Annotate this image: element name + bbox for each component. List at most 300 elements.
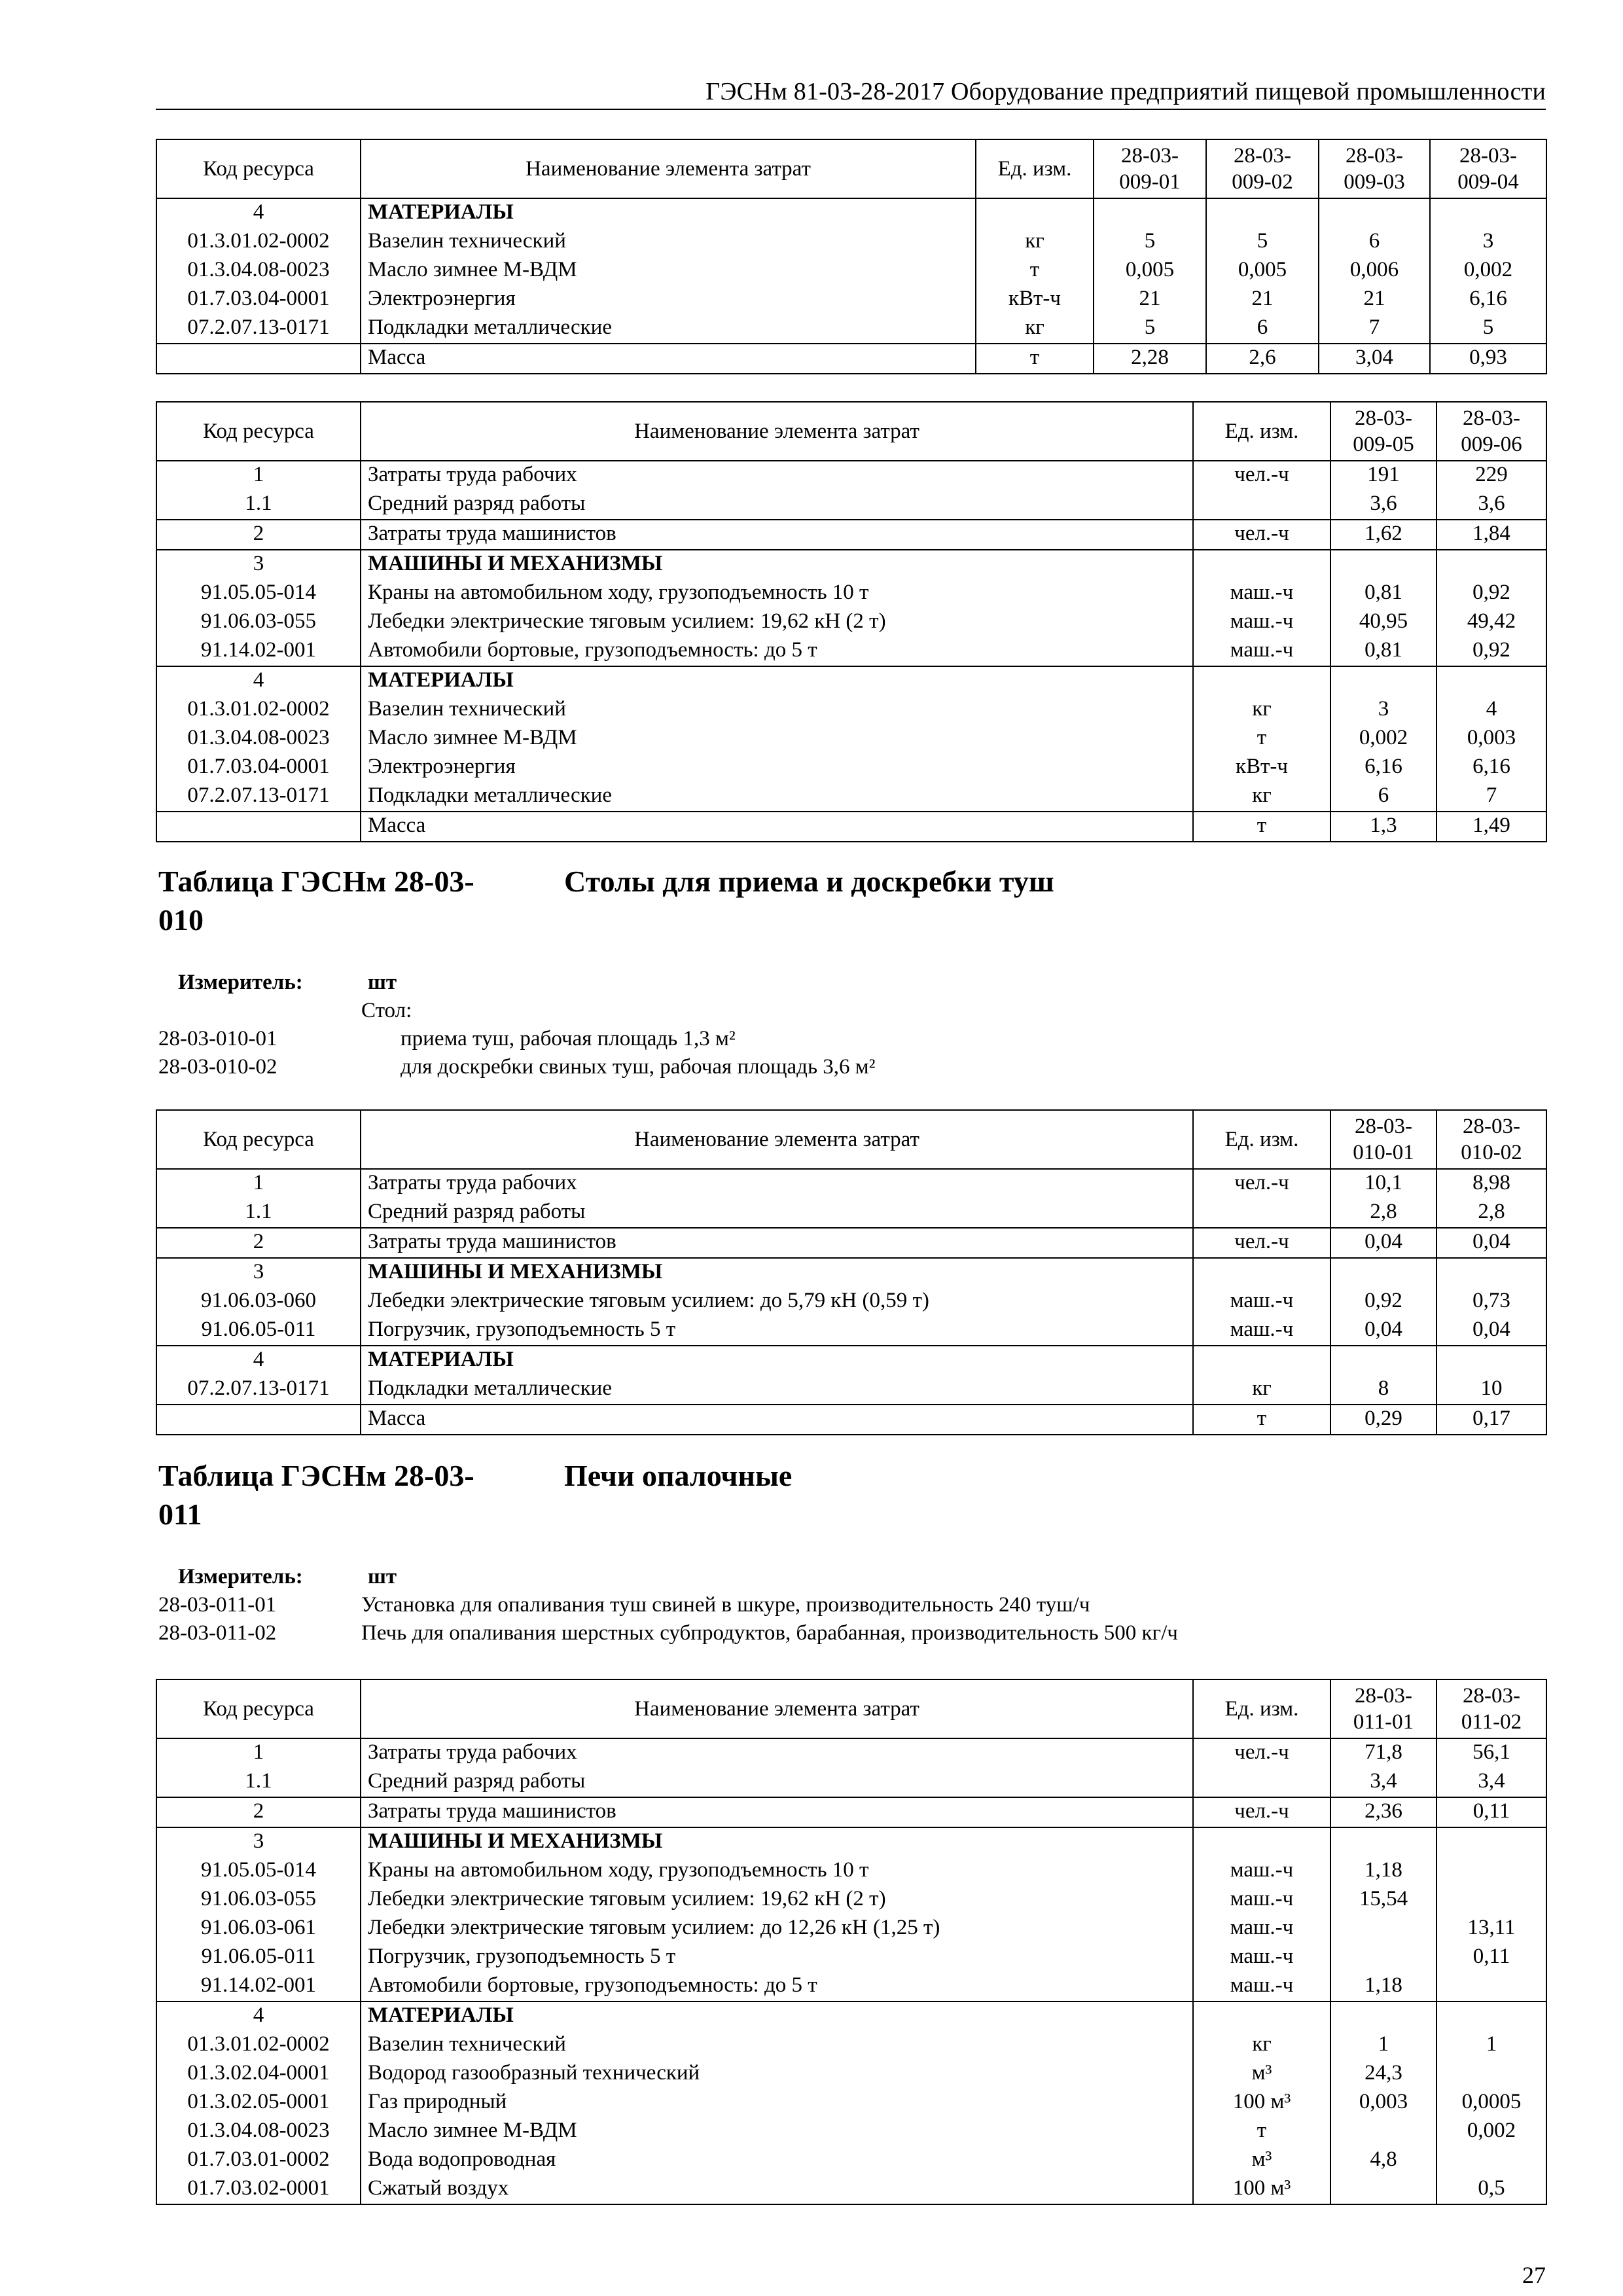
value-cell bbox=[1436, 1346, 1546, 1375]
item-description: для доскребки свиных туш, рабочая площадь 3,6 м² bbox=[401, 1055, 876, 1079]
cost-element-name: Подкладки металлические bbox=[361, 782, 1193, 812]
resource-code: 01.3.04.08-0023 bbox=[156, 257, 361, 285]
cost-element-name: Масса bbox=[361, 344, 976, 374]
measurement-block-010 bbox=[158, 969, 876, 1081]
page-number: 27 bbox=[1522, 2262, 1546, 2288]
resource-code: 1 bbox=[156, 1169, 361, 1198]
value-cell bbox=[1330, 1258, 1436, 1287]
table-row bbox=[156, 1198, 1546, 1228]
unit-cell: кг bbox=[1193, 696, 1330, 725]
value-cell: 0,11 bbox=[1436, 1797, 1546, 1827]
table-row bbox=[156, 1346, 1546, 1375]
value-cell: 0,73 bbox=[1436, 1287, 1546, 1316]
resource-code: 1 bbox=[156, 461, 361, 490]
resource-code bbox=[156, 1405, 361, 1435]
value-cell: 1,18 bbox=[1330, 1972, 1436, 2001]
table-row bbox=[156, 1827, 1546, 1857]
value-cell: 15,54 bbox=[1330, 1886, 1436, 1914]
column-header: 28-03- 011-01 bbox=[1330, 1679, 1436, 1738]
cost-element-name: Автомобили бортовые, грузоподъемность: до 5 т bbox=[361, 1972, 1193, 2001]
header-rule bbox=[156, 109, 1546, 110]
unit-cell: маш.-ч bbox=[1193, 1972, 1330, 2001]
resource-code: 3 bbox=[156, 1827, 361, 1857]
value-cell: 0,5 bbox=[1436, 2175, 1546, 2204]
unit-cell: м³ bbox=[1193, 2146, 1330, 2175]
unit-cell: чел.-ч bbox=[1193, 461, 1330, 490]
cost-element-name: Краны на автомобильном ходу, грузоподъемность 10 т bbox=[361, 1857, 1193, 1886]
value-cell: 0,81 bbox=[1330, 579, 1436, 608]
value-cell: 0,04 bbox=[1330, 1316, 1436, 1346]
value-cell: 71,8 bbox=[1330, 1738, 1436, 1768]
value-cell bbox=[1330, 666, 1436, 696]
cost-element-name: Сжатый воздух bbox=[361, 2175, 1193, 2204]
cost-element-name: Электроэнергия bbox=[361, 753, 1193, 782]
resource-code: 2 bbox=[156, 1228, 361, 1258]
cost-element-name: МАТЕРИАЛЫ bbox=[361, 2001, 1193, 2031]
table-row bbox=[156, 696, 1546, 725]
item-code: 28-03-011-01 bbox=[158, 1593, 277, 1617]
value-cell: 0,003 bbox=[1436, 725, 1546, 753]
resource-code: 01.3.04.08-0023 bbox=[156, 2117, 361, 2146]
table-row bbox=[156, 2031, 1546, 2060]
measurement-unit: шт bbox=[368, 1565, 397, 1588]
column-header: Наименование элемента затрат bbox=[361, 1110, 1193, 1169]
value-cell: 40,95 bbox=[1330, 608, 1436, 637]
value-cell bbox=[1436, 1886, 1546, 1914]
table-row bbox=[156, 285, 1546, 314]
table-row bbox=[156, 2060, 1546, 2089]
value-cell: 0,93 bbox=[1430, 344, 1546, 374]
unit-cell: чел.-ч bbox=[1193, 1169, 1330, 1198]
unit-cell: кг bbox=[1193, 1375, 1330, 1405]
resource-code: 01.7.03.01-0002 bbox=[156, 2146, 361, 2175]
value-cell bbox=[1436, 550, 1546, 579]
value-cell: 5 bbox=[1094, 228, 1206, 257]
value-cell: 0,17 bbox=[1436, 1405, 1546, 1435]
resource-code: 4 bbox=[156, 198, 361, 228]
item-description: Печь для опаливания шерстных субпродуктов, барабанная, производительность 500 кг/ч bbox=[361, 1621, 1178, 1645]
value-cell bbox=[1330, 2001, 1436, 2031]
unit-cell bbox=[1193, 1768, 1330, 1797]
resource-code: 01.3.01.02-0002 bbox=[156, 228, 361, 257]
cost-element-name: Затраты труда машинистов bbox=[361, 1797, 1193, 1827]
cost-element-name: Газ природный bbox=[361, 2089, 1193, 2117]
table-row bbox=[156, 1943, 1546, 1972]
resource-code: 91.06.05-011 bbox=[156, 1316, 361, 1346]
value-cell bbox=[1436, 1972, 1546, 2001]
column-header: Код ресурса bbox=[156, 402, 361, 461]
cost-element-name: Затраты труда рабочих bbox=[361, 1738, 1193, 1768]
unit-cell: маш.-ч bbox=[1193, 637, 1330, 666]
cost-element-name: МАТЕРИАЛЫ bbox=[361, 198, 976, 228]
table-row bbox=[156, 344, 1546, 374]
value-cell: 5 bbox=[1094, 314, 1206, 344]
value-cell: 0,005 bbox=[1094, 257, 1206, 285]
unit-cell: кг bbox=[1193, 2031, 1330, 2060]
value-cell: 0,002 bbox=[1330, 725, 1436, 753]
unit-cell: м³ bbox=[1193, 2060, 1330, 2089]
value-cell bbox=[1319, 198, 1430, 228]
unit-cell: маш.-ч bbox=[1193, 1943, 1330, 1972]
value-cell: 0,006 bbox=[1319, 257, 1430, 285]
value-cell: 6,16 bbox=[1330, 753, 1436, 782]
unit-cell: маш.-ч bbox=[1193, 1857, 1330, 1886]
table-row bbox=[156, 1375, 1546, 1405]
table-row bbox=[156, 782, 1546, 812]
unit-cell bbox=[1193, 1258, 1330, 1287]
table-row bbox=[156, 228, 1546, 257]
table-row bbox=[156, 637, 1546, 666]
cost-element-name: Погрузчик, грузоподъемность 5 т bbox=[361, 1316, 1193, 1346]
value-cell: 2,6 bbox=[1206, 344, 1319, 374]
resource-code: 07.2.07.13-0171 bbox=[156, 782, 361, 812]
value-cell: 0,002 bbox=[1430, 257, 1546, 285]
value-cell bbox=[1430, 198, 1546, 228]
resource-code: 07.2.07.13-0171 bbox=[156, 1375, 361, 1405]
value-cell bbox=[1206, 198, 1319, 228]
cost-element-name: Вода водопроводная bbox=[361, 2146, 1193, 2175]
table-row bbox=[156, 490, 1546, 520]
column-header: 28-03- 011-02 bbox=[1436, 1679, 1546, 1738]
unit-cell: кг bbox=[976, 228, 1094, 257]
unit-cell: маш.-ч bbox=[1193, 579, 1330, 608]
value-cell: 1,84 bbox=[1436, 520, 1546, 550]
table-row bbox=[156, 1287, 1546, 1316]
item-code: 28-03-010-02 bbox=[158, 1055, 277, 1079]
measurement-block-011 bbox=[158, 1563, 1178, 1647]
resource-code: 4 bbox=[156, 666, 361, 696]
cost-element-name: Средний разряд работы bbox=[361, 1768, 1193, 1797]
resource-code: 91.06.05-011 bbox=[156, 1943, 361, 1972]
column-header: Ед. изм. bbox=[1193, 1679, 1330, 1738]
item-description: Установка для опаливания туш свиней в шкуре, производительность 240 туш/ч bbox=[361, 1593, 1090, 1617]
resource-table-009-05-06 bbox=[156, 401, 1547, 842]
value-cell: 4,8 bbox=[1330, 2146, 1436, 2175]
unit-cell: маш.-ч bbox=[1193, 1287, 1330, 1316]
resource-code: 91.14.02-001 bbox=[156, 1972, 361, 2001]
value-cell: 1,62 bbox=[1330, 520, 1436, 550]
table-row bbox=[156, 753, 1546, 782]
table-row bbox=[156, 608, 1546, 637]
value-cell: 0,92 bbox=[1436, 637, 1546, 666]
resource-code bbox=[156, 344, 361, 374]
unit-cell: маш.-ч bbox=[1193, 1316, 1330, 1346]
value-cell: 5 bbox=[1430, 314, 1546, 344]
measurement-intro: Стол: bbox=[361, 999, 412, 1022]
resource-code: 01.7.03.02-0001 bbox=[156, 2175, 361, 2204]
value-cell: 3,4 bbox=[1436, 1768, 1546, 1797]
cost-element-name: Затраты труда рабочих bbox=[361, 1169, 1193, 1198]
unit-cell: кВт-ч bbox=[976, 285, 1094, 314]
column-header: Ед. изм. bbox=[1193, 1110, 1330, 1169]
column-header: 28-03- 010-01 bbox=[1330, 1110, 1436, 1169]
value-cell: 21 bbox=[1206, 285, 1319, 314]
unit-cell: т bbox=[1193, 1405, 1330, 1435]
resource-code: 01.3.01.02-0002 bbox=[156, 696, 361, 725]
resource-code: 91.06.03-060 bbox=[156, 1287, 361, 1316]
cost-element-name: МАШИНЫ И МЕХАНИЗМЫ bbox=[361, 550, 1193, 579]
value-cell: 7 bbox=[1319, 314, 1430, 344]
resource-table-011 bbox=[156, 1679, 1547, 2205]
value-cell: 0,29 bbox=[1330, 1405, 1436, 1435]
section-title-28-03-010 bbox=[158, 863, 1054, 940]
table-row bbox=[156, 1857, 1546, 1886]
value-cell bbox=[1330, 1943, 1436, 1972]
item-code: 28-03-011-02 bbox=[158, 1621, 277, 1645]
unit-cell: чел.-ч bbox=[1193, 1738, 1330, 1768]
value-cell bbox=[1330, 550, 1436, 579]
cost-element-name: Затраты труда рабочих bbox=[361, 461, 1193, 490]
resource-code: 91.06.03-055 bbox=[156, 608, 361, 637]
value-cell bbox=[1436, 2001, 1546, 2031]
unit-cell: чел.-ч bbox=[1193, 520, 1330, 550]
resource-code: 01.3.02.05-0001 bbox=[156, 2089, 361, 2117]
table-row bbox=[156, 461, 1546, 490]
section-title-28-03-011 bbox=[158, 1457, 792, 1534]
document-header-title: ГЭСНм 81-03-28-2017 Оборудование предприятий пищевой промышленности bbox=[705, 78, 1546, 105]
column-header: Код ресурса bbox=[156, 1679, 361, 1738]
table-header-row bbox=[156, 1110, 1546, 1169]
value-cell: 0,92 bbox=[1436, 579, 1546, 608]
table-row bbox=[156, 1797, 1546, 1827]
value-cell: 3 bbox=[1330, 696, 1436, 725]
table-row bbox=[156, 314, 1546, 344]
unit-cell bbox=[1193, 2001, 1330, 2031]
table-row bbox=[156, 1228, 1546, 1258]
value-cell: 3 bbox=[1430, 228, 1546, 257]
unit-cell: т bbox=[1193, 2117, 1330, 2146]
table-row bbox=[156, 725, 1546, 753]
value-cell bbox=[1436, 1258, 1546, 1287]
table-row bbox=[156, 2001, 1546, 2031]
cost-element-name: МАШИНЫ И МЕХАНИЗМЫ bbox=[361, 1827, 1193, 1857]
cost-element-name: Вазелин технический bbox=[361, 696, 1193, 725]
value-cell bbox=[1094, 198, 1206, 228]
resource-code: 1.1 bbox=[156, 1768, 361, 1797]
section-title-code: Таблица ГЭСНм 28-03- 010 bbox=[158, 865, 474, 937]
value-cell: 3,6 bbox=[1330, 490, 1436, 520]
value-cell: 13,11 bbox=[1436, 1914, 1546, 1943]
cost-element-name: Автомобили бортовые, грузоподъемность: до 5 т bbox=[361, 637, 1193, 666]
resource-code: 4 bbox=[156, 1346, 361, 1375]
column-header: 28-03- 009-05 bbox=[1330, 402, 1436, 461]
unit-cell: чел.-ч bbox=[1193, 1228, 1330, 1258]
cost-element-name: МАТЕРИАЛЫ bbox=[361, 1346, 1193, 1375]
unit-cell bbox=[976, 198, 1094, 228]
value-cell: 229 bbox=[1436, 461, 1546, 490]
value-cell: 1 bbox=[1436, 2031, 1546, 2060]
table-header-row bbox=[156, 139, 1546, 198]
value-cell: 0,0005 bbox=[1436, 2089, 1546, 2117]
value-cell: 3,4 bbox=[1330, 1768, 1436, 1797]
table-row bbox=[156, 550, 1546, 579]
column-header: Наименование элемента затрат bbox=[361, 402, 1193, 461]
value-cell: 1,18 bbox=[1330, 1857, 1436, 1886]
resource-code: 2 bbox=[156, 520, 361, 550]
table-row bbox=[156, 1914, 1546, 1943]
unit-cell: 100 м³ bbox=[1193, 2175, 1330, 2204]
cost-element-name: МАШИНЫ И МЕХАНИЗМЫ bbox=[361, 1258, 1193, 1287]
section-title-name: Столы для приема и доскребки туш bbox=[564, 865, 1054, 898]
cost-element-name: Средний разряд работы bbox=[361, 1198, 1193, 1228]
column-header: Наименование элемента затрат bbox=[361, 1679, 1193, 1738]
cost-element-name: Подкладки металлические bbox=[361, 314, 976, 344]
value-cell: 7 bbox=[1436, 782, 1546, 812]
resource-table-009-01-04 bbox=[156, 139, 1547, 374]
unit-cell bbox=[1193, 1198, 1330, 1228]
value-cell: 8 bbox=[1330, 1375, 1436, 1405]
value-cell: 0,81 bbox=[1330, 637, 1436, 666]
unit-cell: маш.-ч bbox=[1193, 608, 1330, 637]
value-cell bbox=[1330, 2175, 1436, 2204]
table-row bbox=[156, 2089, 1546, 2117]
table-row bbox=[156, 257, 1546, 285]
table-row bbox=[156, 2117, 1546, 2146]
value-cell: 6 bbox=[1319, 228, 1430, 257]
cost-element-name: Масса bbox=[361, 812, 1193, 842]
value-cell: 191 bbox=[1330, 461, 1436, 490]
value-cell: 2,28 bbox=[1094, 344, 1206, 374]
cost-element-name: Краны на автомобильном ходу, грузоподъемность 10 т bbox=[361, 579, 1193, 608]
column-header: Код ресурса bbox=[156, 139, 361, 198]
table-row bbox=[156, 2146, 1546, 2175]
value-cell: 4 bbox=[1436, 696, 1546, 725]
unit-cell bbox=[1193, 550, 1330, 579]
value-cell: 2,36 bbox=[1330, 1797, 1436, 1827]
resource-code: 01.7.03.04-0001 bbox=[156, 753, 361, 782]
cost-element-name: Вазелин технический bbox=[361, 228, 976, 257]
unit-cell: 100 м³ bbox=[1193, 2089, 1330, 2117]
table-row bbox=[156, 1169, 1546, 1198]
value-cell: 3,04 bbox=[1319, 344, 1430, 374]
value-cell: 0,002 bbox=[1436, 2117, 1546, 2146]
column-header: 28-03- 009-06 bbox=[1436, 402, 1546, 461]
value-cell: 49,42 bbox=[1436, 608, 1546, 637]
table-row bbox=[156, 666, 1546, 696]
table-row bbox=[156, 2175, 1546, 2204]
value-cell: 6,16 bbox=[1436, 753, 1546, 782]
cost-element-name: Водород газообразный технический bbox=[361, 2060, 1193, 2089]
value-cell: 8,98 bbox=[1436, 1169, 1546, 1198]
value-cell bbox=[1436, 2060, 1546, 2089]
unit-cell: т bbox=[1193, 725, 1330, 753]
value-cell bbox=[1330, 1914, 1436, 1943]
unit-cell: кг bbox=[976, 314, 1094, 344]
table-row bbox=[156, 198, 1546, 228]
unit-cell: маш.-ч bbox=[1193, 1914, 1330, 1943]
cost-element-name: Масса bbox=[361, 1405, 1193, 1435]
resource-code: 91.14.02-001 bbox=[156, 637, 361, 666]
unit-cell: т bbox=[976, 257, 1094, 285]
value-cell: 1,49 bbox=[1436, 812, 1546, 842]
value-cell: 2,8 bbox=[1330, 1198, 1436, 1228]
value-cell bbox=[1330, 1827, 1436, 1857]
unit-cell bbox=[1193, 666, 1330, 696]
column-header: Ед. изм. bbox=[976, 139, 1094, 198]
value-cell: 5 bbox=[1206, 228, 1319, 257]
value-cell: 21 bbox=[1094, 285, 1206, 314]
resource-code: 3 bbox=[156, 1258, 361, 1287]
cost-element-name: МАТЕРИАЛЫ bbox=[361, 666, 1193, 696]
column-header: Наименование элемента затрат bbox=[361, 139, 976, 198]
table-header-row bbox=[156, 402, 1546, 461]
unit-cell bbox=[1193, 490, 1330, 520]
resource-code: 4 bbox=[156, 2001, 361, 2031]
resource-code: 91.05.05-014 bbox=[156, 579, 361, 608]
unit-cell: кВт-ч bbox=[1193, 753, 1330, 782]
cost-element-name: Затраты труда машинистов bbox=[361, 520, 1193, 550]
value-cell: 10 bbox=[1436, 1375, 1546, 1405]
value-cell: 1,3 bbox=[1330, 812, 1436, 842]
value-cell: 10,1 bbox=[1330, 1169, 1436, 1198]
resource-code: 1.1 bbox=[156, 490, 361, 520]
value-cell bbox=[1436, 666, 1546, 696]
value-cell: 0,92 bbox=[1330, 1287, 1436, 1316]
column-header: 28-03- 009-02 bbox=[1206, 139, 1319, 198]
column-header: 28-03- 009-03 bbox=[1319, 139, 1430, 198]
item-description: приема туш, рабочая площадь 1,3 м² bbox=[401, 1027, 736, 1050]
item-code: 28-03-010-01 bbox=[158, 1027, 277, 1050]
cost-element-name: Подкладки металлические bbox=[361, 1375, 1193, 1405]
value-cell: 56,1 bbox=[1436, 1738, 1546, 1768]
table-row bbox=[156, 579, 1546, 608]
unit-cell bbox=[1193, 1346, 1330, 1375]
table-row bbox=[156, 1972, 1546, 2001]
value-cell: 21 bbox=[1319, 285, 1430, 314]
cost-element-name: Масло зимнее М-ВДМ bbox=[361, 725, 1193, 753]
cost-element-name: Вазелин технический bbox=[361, 2031, 1193, 2060]
table-row bbox=[156, 1886, 1546, 1914]
table-row bbox=[156, 1738, 1546, 1768]
column-header: 28-03- 010-02 bbox=[1436, 1110, 1546, 1169]
table-row bbox=[156, 520, 1546, 550]
unit-cell: т bbox=[976, 344, 1094, 374]
value-cell: 1 bbox=[1330, 2031, 1436, 2060]
unit-cell: чел.-ч bbox=[1193, 1797, 1330, 1827]
table-row bbox=[156, 812, 1546, 842]
column-header: Код ресурса bbox=[156, 1110, 361, 1169]
value-cell: 3,6 bbox=[1436, 490, 1546, 520]
cost-element-name: Средний разряд работы bbox=[361, 490, 1193, 520]
resource-code: 01.3.02.04-0001 bbox=[156, 2060, 361, 2089]
cost-element-name: Лебедки электрические тяговым усилием: до 5,79 кН (0,59 т) bbox=[361, 1287, 1193, 1316]
unit-cell: кг bbox=[1193, 782, 1330, 812]
column-header: Ед. изм. bbox=[1193, 402, 1330, 461]
value-cell bbox=[1330, 2117, 1436, 2146]
column-header: 28-03- 009-04 bbox=[1430, 139, 1546, 198]
resource-code: 91.05.05-014 bbox=[156, 1857, 361, 1886]
section-title-name: Печи опалочные bbox=[564, 1459, 793, 1492]
unit-cell: т bbox=[1193, 812, 1330, 842]
unit-cell: маш.-ч bbox=[1193, 1886, 1330, 1914]
value-cell: 0,04 bbox=[1436, 1228, 1546, 1258]
resource-code: 1 bbox=[156, 1738, 361, 1768]
resource-code: 2 bbox=[156, 1797, 361, 1827]
value-cell: 24,3 bbox=[1330, 2060, 1436, 2089]
value-cell: 2,8 bbox=[1436, 1198, 1546, 1228]
column-header: 28-03- 009-01 bbox=[1094, 139, 1206, 198]
value-cell: 0,11 bbox=[1436, 1943, 1546, 1972]
resource-code: 01.3.04.08-0023 bbox=[156, 725, 361, 753]
table-row bbox=[156, 1405, 1546, 1435]
resource-code: 1.1 bbox=[156, 1198, 361, 1228]
cost-element-name: Масло зимнее М-ВДМ bbox=[361, 2117, 1193, 2146]
measurement-label: Измеритель: bbox=[178, 1565, 303, 1588]
resource-code: 3 bbox=[156, 550, 361, 579]
value-cell: 6 bbox=[1330, 782, 1436, 812]
section-title-code: Таблица ГЭСНм 28-03- 011 bbox=[158, 1459, 474, 1531]
cost-element-name: Погрузчик, грузоподъемность 5 т bbox=[361, 1943, 1193, 1972]
